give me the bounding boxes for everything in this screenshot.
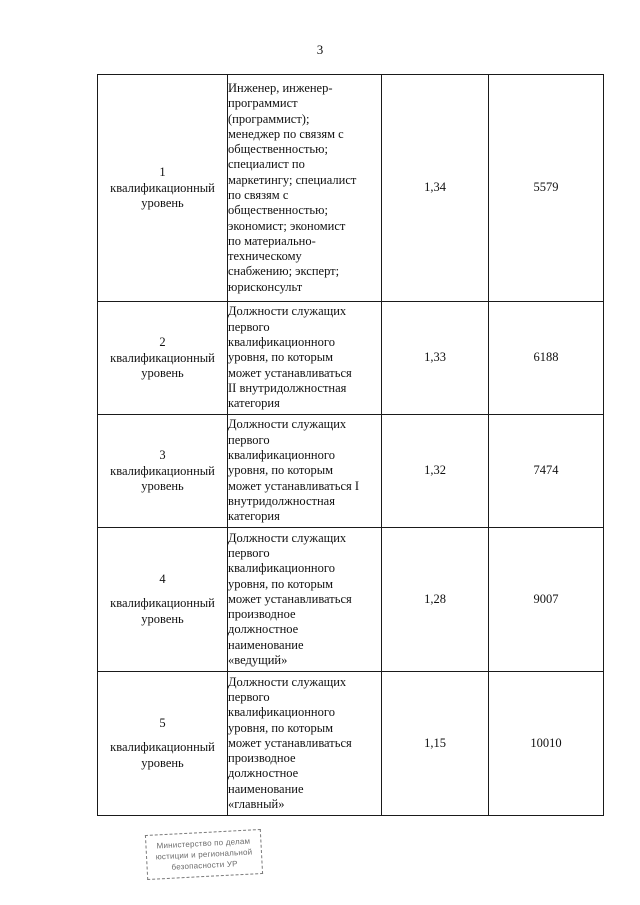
level-cell [98,75,228,302]
description-line: должностное [228,766,299,781]
table-row [98,528,604,672]
description-line: «ведущий» [228,653,288,668]
description-line: уровня, по которым [228,350,334,365]
registration-stamp [145,829,263,880]
description-line: юрисконсульт [228,279,303,294]
page-number: 3 [316,42,324,57]
level-word: квалификационный [110,463,215,478]
description-line: Должности служащих [228,674,347,689]
description-line: наименование [228,637,304,652]
description-line: по материально- [228,233,316,248]
description-line: общественностью; [228,203,328,218]
description-line: категория [228,396,280,411]
description-line: первого [228,319,270,334]
level-word: уровень [141,479,184,494]
description-line: Должности служащих [228,304,347,319]
description-line: маркетингу; специалист [228,172,357,187]
description-line: программист [228,96,298,111]
description-line: квалификационного [228,561,335,576]
description-line: производное [228,751,296,766]
description-line: наименование [228,781,304,796]
level-cell [98,302,228,415]
level-word: квалификационный [110,180,215,195]
description-line: менеджер по связям с [228,126,344,141]
salary-cell: 9007 [489,528,604,672]
description-line: квалификационного [228,448,335,463]
description-line: уровня, по которым [228,576,334,591]
description-line: техническому [228,249,302,264]
coefficient-cell: 1,33 [382,302,489,415]
stamp-line: Министерство по делам [156,836,251,851]
coefficient-cell: 1,32 [382,415,489,528]
description-line: экономист; экономист [228,218,346,233]
coefficient-cell: 1,28 [382,528,489,672]
level-number: 2 [159,334,166,349]
salary-cell: 5579 [489,75,604,302]
level-number: 4 [159,572,166,587]
description-line: общественностью; [228,142,328,157]
level-word: уровень [141,755,184,770]
table-row [98,415,604,528]
position-description [228,302,382,415]
description-line: может устанавливаться [228,735,352,750]
description-line: уровня, по которым [228,463,334,478]
coefficient-cell: 1,15 [382,672,489,816]
stamp-line: безопасности УР [171,859,238,872]
position-description [228,672,382,816]
description-line: производное [228,607,296,622]
qualification-table [97,74,604,816]
description-line: внутридолжностная [228,493,335,508]
description-line: первого [228,689,270,704]
level-number: 5 [159,716,166,731]
description-line: квалификационного [228,705,335,720]
salary-cell: 6188 [489,302,604,415]
description-line: снабжению; эксперт; [228,264,340,279]
level-cell [98,415,228,528]
table-row [98,75,604,302]
level-word: уровень [141,611,184,626]
level-word: уровень [141,196,184,211]
description-line: Должности служащих [228,530,347,545]
description-line: по связям с [228,188,289,202]
level-word: уровень [141,366,184,381]
description-line: первого [228,545,270,560]
description-line: должностное [228,622,299,637]
position-description [228,528,382,672]
description-line: Должности служащих [228,417,347,432]
coefficient-cell: 1,34 [382,75,489,302]
description-line: первого [228,432,270,447]
description-line: «главный» [228,797,285,812]
level-number: 3 [159,447,166,462]
description-line: уровня, по которым [228,720,334,735]
description-line: Инженер, инженер- [228,80,333,95]
position-description [228,415,382,528]
stamp-line: юстиции и региональной [155,847,253,862]
level-word: квалификационный [110,596,215,611]
level-cell [98,528,228,672]
salary-cell: 7474 [489,415,604,528]
description-line: II внутридолжностная [228,380,347,395]
description-line: может устанавливаться [228,591,352,606]
level-word: квалификационный [110,350,215,365]
description-line: квалификационного [228,335,335,350]
table-row [98,672,604,816]
table-row [98,302,604,415]
position-description [228,75,382,302]
description-line: может устанавливаться [228,365,352,380]
level-word: квалификационный [110,740,215,755]
description-line: может устанавливаться I [228,478,360,493]
description-line: категория [228,509,280,524]
description-line: (программист); [228,111,310,126]
level-number: 1 [159,164,166,179]
salary-cell: 10010 [489,672,604,816]
description-line: специалист по [228,157,305,172]
level-cell [98,672,228,816]
